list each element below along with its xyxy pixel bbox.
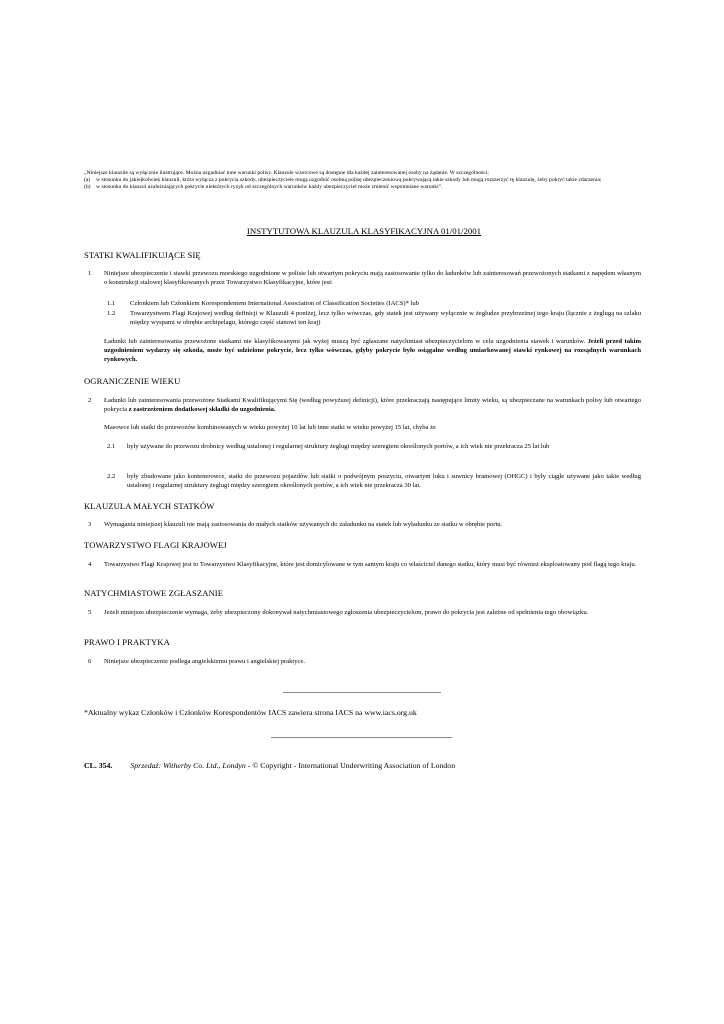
section-1-text: Niniejsze ubezpieczenie i stawki przewozu morskiego uzgodnione w polisie lub otwartym pokryciu mają zastosowanie tylko do ładunków lub zainteresowań przewożonych statkami z napędem własnym o konstrukcji stalowej klasyfikowanych przez Towarzystwo Klasyfikacyjne, które jest: [104,270,641,287]
section-6-heading: PRAWO I PRAKTYKA [84,637,170,647]
header-note-b-label: (b) [84,184,91,191]
header-note-a-label: (a) [84,177,91,184]
section-3-heading: KLAUZULA MAŁYCH STATKÓW [84,501,215,511]
section-2-text-plain: Ładunki lub zainteresowania przewożone Statkami Kwalifikującymi Się (według powyższej definicji), które przekraczają następujące limity wieku, są ubezpieczane na warunkach polisy lub otwartego pokrycia [104,397,641,414]
section-2-1-number: 2.1 [107,443,116,450]
header-note-a-text: w stosunku do jakiejkolwiek klauzuli, która wyłącza z pokrycia szkody, ubezpieczyciele mogą uzgodnić osobną polisę ubezpieczeniową pokrywającą takie szkody lub mogą rozszerzyć tę klauzulę, żeby pokryć takie zdarzenia; [96,177,602,184]
section-1-note [104,337,641,365]
section-6-number: 6 [88,658,92,665]
divider-bottom [271,737,452,738]
section-1-number: 1 [88,270,92,277]
header-note-b-text: w stosunku do klauzul uzależniających pokrycie niektórych ryzyk od szczególnych warunków każdy ubezpieczyciel może zmienić wspomniane warunki”. [96,184,443,191]
seller-text: Sprzedaż: Witherby Co. Ltd., Londyn [130,761,246,770]
copyright-text: © Copyright [252,761,292,770]
section-2-2-number: 2.2 [107,473,116,480]
footnote: *Aktualny wykaz Członków i Członków Korespondentów IACS zawiera strona IACS na www.iacs.org.uk [84,708,417,717]
footer-separator-1: - [245,761,253,770]
section-1-heading: STATKI KWALIFIKUJĄCE SIĘ [84,250,201,260]
divider-top [283,692,441,693]
footer-separator-2: - [291,761,299,770]
section-3-text: Wymagania niniejszej klauzuli nie mają zastosowania do małych statków używanych do załadunku na statek lub wyładunku ze statku w obrębie portu. [104,521,503,528]
section-1-2-text: Towarzystwem Flagi Krajowej według definicji w Klauzuli 4 poniżej, lecz tylko wówczas, gdy statek jest używany wyłącznie w żegludze przybrzeżnej tego kraju (łącznie z żeglugą na szlaku między wyspami w obrębie archipelagu, którego część stanowi ten kraj) [130,310,641,327]
clause-code: CL. 354. [84,761,113,770]
section-1-1-text: Członkiem lub Członkiem Korespondentem International Association of Classification Societies (IACS)* lub [130,300,419,307]
header-note-intro: „Niniejsze klauzule są wyłącznie ilustrujące. Można uzgadniać inne warunki polisy. Klauzule wzorcowe są dostępne dla każdej zainteresowanej osoby na żądanie. W szczególności; [84,170,489,176]
section-4-heading: TOWARZYSTWO FLAGI KRAJOWEJ [84,540,227,550]
section-3-number: 3 [88,521,92,528]
section-4-text: Towarzystwo Flagi Krajowej jest to Towarzystwo Klasyfikacyjne, które jest domicylowane w tym samym kraju co właściciel danego statku, który musi być również eksploatowany pod flagą tego kraju. [104,561,637,568]
section-1-note-bold: Jeżeli przed takim uzgodnieniem wydarzy się szkoda, może być udzielone pokrycie, lecz tylko wówczas, gdyby pokrycie było osiągalne według umiarkowanej stawki rynkowej na rozsądnych warunkach rynkowych. [104,338,641,364]
section-1-note-plain: Ładunki lub zainteresowania przewożone statkami nie klasyfikowanymi jak wyżej muszą być zgłaszane natychmiast ubezpieczycielom w celu uzgodnienia stawek i warunków. [104,338,588,345]
section-4-number: 4 [88,561,92,568]
section-2-1-text: były używane do przewozu drobnicy według ustalonej i regularnej struktury żeglugi między szeregiem określonych portów, a ich wiek nie przekracza 25 lat lub [127,443,550,450]
section-2-2-text: były zbudowane jako kontenerowce, statki do przewozu pojazdów lub statki o podwójnym poszyciu, otwartym luku i suwnicy bramowej (OHGC) i były ciągle używane jako takie według ustalonej i regularnej struktury żeglugi między szeregiem określonych portów, a ich wiek nie przekracza 30 lat. [127,473,641,490]
organization-name: International Underwriting Association of London [298,761,456,770]
section-2-mass-text: Masowce lub statki do przewozów kombinowanych w wieku powyżej 10 lat lub inne statki w wieku powyżej 15 lat, chyba że [104,424,436,431]
section-5-heading: NATYCHMIASTOWE ZGŁASZANIE [84,588,224,598]
section-1-1-number: 1.1 [107,300,116,307]
section-6-text: Niniejsze ubezpieczenie podlega angielskiemu prawu i angielskiej praktyce. [104,658,306,665]
header-note [84,170,644,192]
section-5-number: 5 [88,609,92,616]
header-note-item-b [84,184,644,191]
section-2-text [104,396,641,414]
section-2-number: 2 [88,397,92,404]
document-title: INSTYTUTOWA KLAUZULA KLASYFIKACYJNA 01/01/2001 [246,226,482,236]
section-5-text: Jeżeli niniejsze ubezpieczenie wymaga, żeby ubezpieczony dokonywał natychmiastowego zgłoszenia ubezpieczycielom, prawo do pokrycia jest zależne od spełnienia tego obowiązku. [104,609,589,616]
footer [84,761,455,770]
section-2-text-bold: z zastrzeżeniem dodatkowej składki do uzgodnienia. [128,406,276,414]
section-2-heading: OGRANICZENIE WIEKU [84,376,181,386]
section-1-2-number: 1.2 [107,310,116,317]
